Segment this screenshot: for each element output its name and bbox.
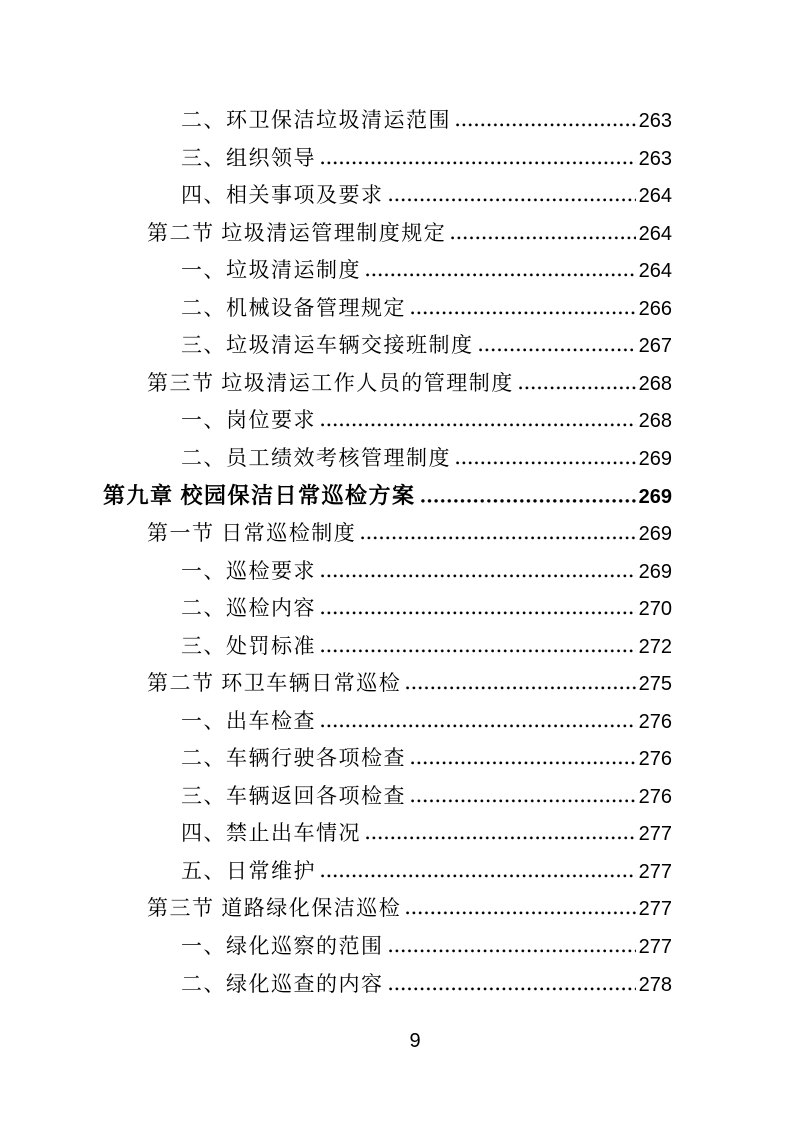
dot-leader bbox=[321, 724, 636, 728]
toc-entry-page-number: 275 bbox=[638, 673, 672, 696]
toc-entry-label: 三、组织领导 bbox=[181, 145, 316, 170]
toc-entry-page-number: 269 bbox=[638, 523, 672, 546]
toc-entry[interactable] bbox=[103, 290, 672, 328]
toc-entry-page-number: 277 bbox=[638, 936, 672, 959]
dot-leader bbox=[321, 649, 636, 653]
toc-entry-label: 第二节 环卫车辆日常巡检 bbox=[147, 671, 402, 696]
toc-entry-page-number: 276 bbox=[638, 748, 672, 771]
toc-entry-label: 五、日常维护 bbox=[181, 858, 316, 883]
toc-entry-page-number: 276 bbox=[638, 785, 672, 808]
toc-entry-label: 三、垃圾清运车辆交接班制度 bbox=[181, 333, 474, 358]
toc-entry-page-number: 277 bbox=[638, 860, 672, 883]
toc-entry-page-number: 276 bbox=[638, 710, 672, 733]
toc-entry-page-number: 264 bbox=[638, 222, 672, 245]
toc-entry-label: 一、巡检要求 bbox=[181, 558, 316, 583]
toc-entry[interactable] bbox=[103, 890, 672, 928]
toc-list bbox=[103, 102, 672, 1003]
toc-entry-page-number: 264 bbox=[638, 260, 672, 283]
dot-leader bbox=[451, 236, 635, 240]
dot-leader bbox=[406, 686, 635, 690]
dot-leader bbox=[411, 761, 636, 765]
toc-entry[interactable] bbox=[103, 590, 672, 628]
toc-entry[interactable] bbox=[103, 140, 672, 178]
toc-entry-page-number: 269 bbox=[638, 447, 672, 470]
toc-entry[interactable] bbox=[103, 477, 672, 515]
dot-leader bbox=[411, 799, 636, 803]
toc-entry[interactable] bbox=[103, 177, 672, 215]
toc-entry[interactable] bbox=[103, 553, 672, 591]
toc-entry-page-number: 278 bbox=[638, 973, 672, 996]
toc-entry[interactable] bbox=[103, 327, 672, 365]
toc-entry-page-number: 267 bbox=[638, 335, 672, 358]
toc-entry[interactable] bbox=[103, 215, 672, 253]
dot-leader bbox=[361, 536, 635, 540]
toc-entry-page-number: 268 bbox=[638, 372, 672, 395]
toc-entry-label: 第三节 垃圾清运工作人员的管理制度 bbox=[147, 370, 514, 395]
dot-leader bbox=[421, 499, 636, 503]
dot-leader bbox=[479, 348, 636, 352]
toc-entry-label: 二、环卫保洁垃圾清运范围 bbox=[181, 108, 451, 132]
toc-entry[interactable] bbox=[103, 102, 672, 140]
dot-leader bbox=[321, 423, 636, 427]
toc-entry-label: 二、员工绩效考核管理制度 bbox=[181, 445, 451, 470]
page-number-footer: 9 bbox=[409, 1030, 421, 1052]
dot-leader bbox=[366, 273, 636, 277]
toc-entry-label: 第三节 道路绿化保洁巡检 bbox=[147, 896, 402, 921]
toc-entry-label: 三、车辆返回各项检查 bbox=[181, 783, 406, 808]
toc-entry[interactable] bbox=[103, 853, 672, 891]
dot-leader bbox=[456, 461, 636, 465]
toc-entry-label: 一、岗位要求 bbox=[181, 408, 316, 433]
toc-entry-page-number: 269 bbox=[638, 486, 672, 509]
toc-entry-page-number: 263 bbox=[638, 147, 672, 170]
toc-entry-label: 四、相关事项及要求 bbox=[181, 183, 384, 208]
toc-entry-page-number: 277 bbox=[638, 898, 672, 921]
dot-leader bbox=[519, 386, 636, 390]
toc-entry-label: 二、车辆行驶各项检查 bbox=[181, 746, 406, 771]
toc-entry[interactable] bbox=[103, 740, 672, 778]
toc-entry[interactable] bbox=[103, 402, 672, 440]
toc-entry-label: 第一节 日常巡检制度 bbox=[147, 521, 357, 546]
toc-entry-label: 第二节 垃圾清运管理制度规定 bbox=[147, 220, 447, 245]
toc-entry-page-number: 268 bbox=[638, 410, 672, 433]
toc-entry-label: 二、绿化巡查的内容 bbox=[181, 971, 384, 996]
toc-entry-page-number: 277 bbox=[638, 823, 672, 846]
toc-entry-label: 第九章 校园保洁日常巡检方案 bbox=[103, 483, 416, 509]
dot-leader bbox=[321, 611, 636, 615]
dot-leader bbox=[456, 123, 636, 127]
toc-entry[interactable] bbox=[103, 665, 672, 703]
dot-leader bbox=[321, 874, 636, 878]
toc-entry[interactable] bbox=[103, 928, 672, 966]
toc-entry-page-number: 269 bbox=[638, 560, 672, 583]
dot-leader bbox=[321, 161, 636, 165]
toc-entry-page-number: 264 bbox=[638, 185, 672, 208]
dot-leader bbox=[321, 574, 636, 578]
toc-entry-page-number: 263 bbox=[638, 110, 672, 132]
toc-entry[interactable] bbox=[103, 778, 672, 816]
toc-entry-page-number: 270 bbox=[638, 598, 672, 621]
toc-entry-label: 一、垃圾清运制度 bbox=[181, 258, 361, 283]
toc-entry-label: 二、机械设备管理规定 bbox=[181, 295, 406, 320]
toc-entry[interactable] bbox=[103, 440, 672, 478]
toc-entry-label: 四、禁止出车情况 bbox=[181, 821, 361, 846]
toc-entry-label: 二、巡检内容 bbox=[181, 596, 316, 621]
dot-leader bbox=[389, 198, 636, 202]
dot-leader bbox=[411, 311, 636, 315]
toc-entry[interactable] bbox=[103, 252, 672, 290]
dot-leader bbox=[389, 949, 636, 953]
toc-entry-label: 一、绿化巡察的范围 bbox=[181, 934, 384, 959]
toc-entry[interactable] bbox=[103, 628, 672, 666]
toc-entry-page-number: 272 bbox=[638, 635, 672, 658]
toc-entry[interactable] bbox=[103, 815, 672, 853]
toc-entry-label: 三、处罚标准 bbox=[181, 633, 316, 658]
dot-leader bbox=[406, 911, 635, 915]
dot-leader bbox=[389, 987, 636, 991]
toc-entry[interactable] bbox=[103, 365, 672, 403]
toc-entry[interactable] bbox=[103, 703, 672, 741]
toc-entry-label: 一、出车检查 bbox=[181, 708, 316, 733]
toc-entry[interactable] bbox=[103, 515, 672, 553]
toc-entry-page-number: 266 bbox=[638, 297, 672, 320]
dot-leader bbox=[366, 836, 636, 840]
toc-entry[interactable] bbox=[103, 966, 672, 1004]
